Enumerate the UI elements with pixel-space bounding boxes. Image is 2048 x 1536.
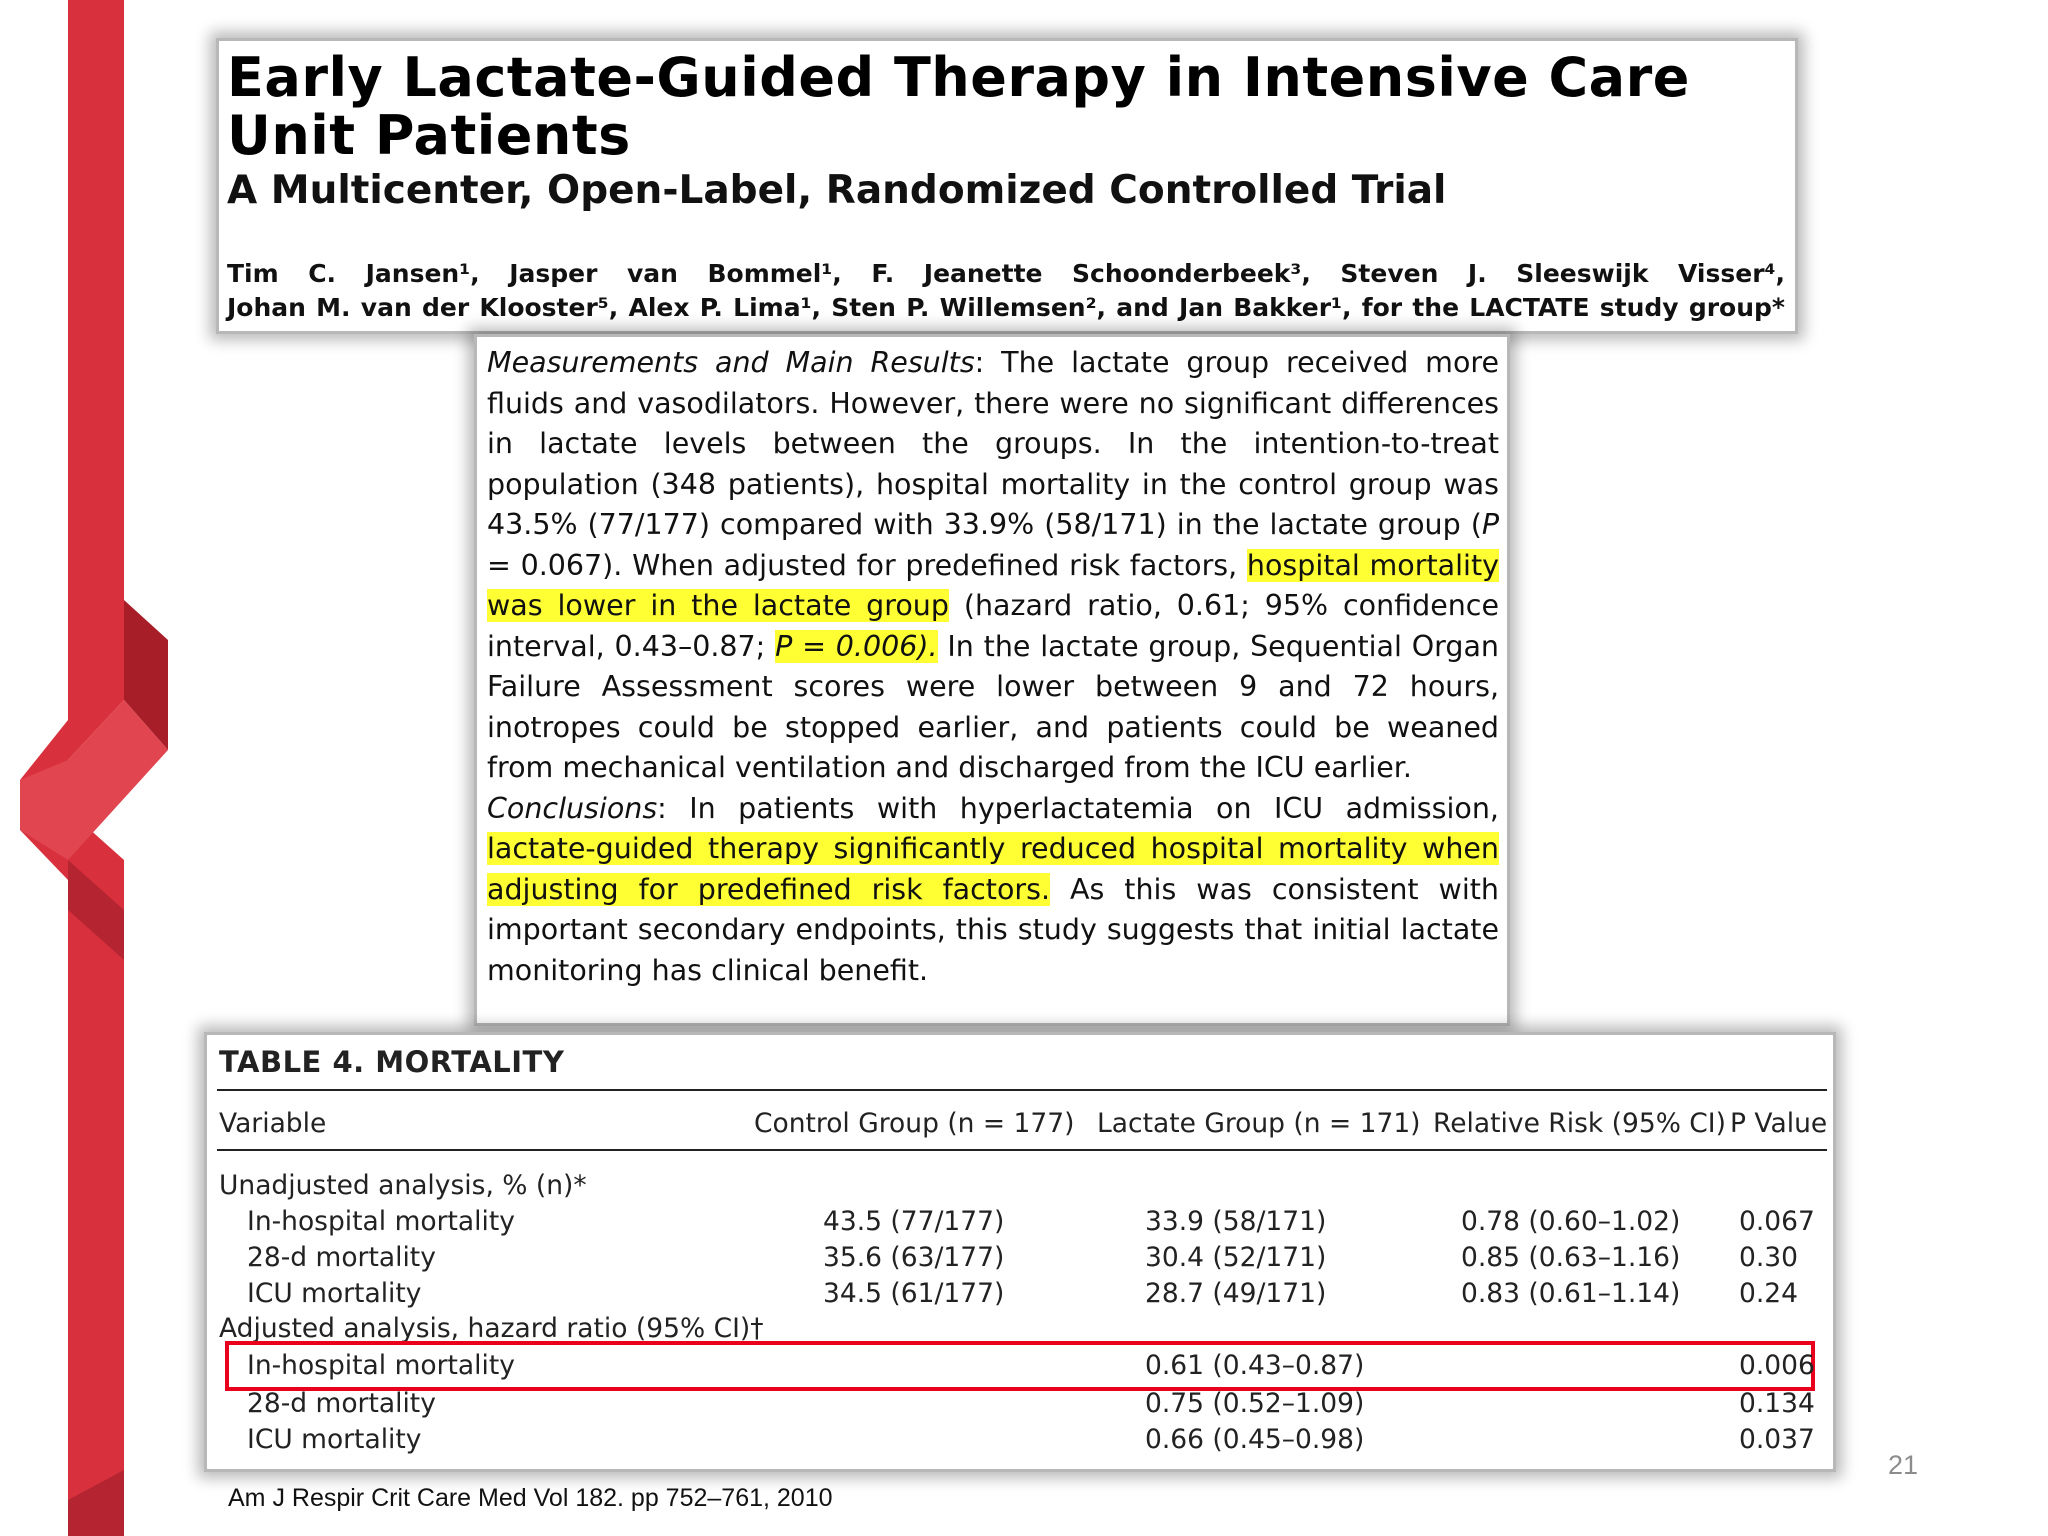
authors-line-1: Tim C. Jansen¹, Jasper van Bommel¹, F. Jeanette Schoonderbeek³, Steven J. Sleeswijk Visser⁴, bbox=[227, 259, 1785, 288]
header-control-group: Control Group (n = 177) bbox=[754, 1108, 1075, 1139]
row-control-value: 35.6 (63/177) bbox=[823, 1242, 1005, 1273]
table-title: TABLE 4. MORTALITY bbox=[219, 1045, 565, 1079]
row-lactate-value: 0.75 (0.52–1.09) bbox=[1145, 1388, 1365, 1419]
section-adjusted: Adjusted analysis, hazard ratio (95% CI)† bbox=[219, 1313, 764, 1344]
row-variable: ICU mortality bbox=[247, 1278, 422, 1309]
row-rr-value: 0.85 (0.63–1.16) bbox=[1461, 1242, 1681, 1273]
row-variable: In-hospital mortality bbox=[247, 1206, 515, 1237]
section-unadjusted: Unadjusted analysis, % (n)* bbox=[219, 1170, 587, 1201]
results-label: Measurements and Main Results bbox=[487, 346, 975, 379]
results-p-symbol: P bbox=[1481, 508, 1499, 541]
row-variable: In-hospital mortality bbox=[247, 1350, 515, 1381]
row-p-value: 0.134 bbox=[1739, 1388, 1815, 1419]
row-rr-value: 0.83 (0.61–1.14) bbox=[1461, 1278, 1681, 1309]
decorative-ribbon bbox=[0, 0, 180, 1536]
row-variable: 28-d mortality bbox=[247, 1242, 436, 1273]
results-text-2: = 0.067). When adjusted for predefined risk factors, bbox=[487, 548, 1247, 582]
results-paragraph bbox=[487, 343, 1499, 789]
authors-line-2: Johan M. van der Klooster⁵, Alex P. Lima¹, Sten P. Willemsen², and Jan Bakker¹, for the LACTATE study group* bbox=[227, 293, 1785, 322]
highlight-mortality-lower: hospital mortality was lower in the lactate group bbox=[487, 548, 1499, 622]
abstract-text bbox=[487, 343, 1499, 991]
row-p-value: 0.006 bbox=[1739, 1350, 1815, 1381]
highlight-p-value: P = 0.006). bbox=[775, 629, 938, 663]
row-lactate-value: 33.9 (58/171) bbox=[1145, 1206, 1327, 1237]
header-p-value: P Value bbox=[1730, 1108, 1828, 1139]
conclusions-text-1: : In patients with hyperlactatemia on ICU admission, bbox=[657, 791, 1499, 825]
conclusions-text-2: As this was consistent with important secondary endpoints, this study suggests that initial lactate monitoring has clinical benefit. bbox=[487, 872, 1499, 987]
row-control-value: 43.5 (77/177) bbox=[823, 1206, 1005, 1237]
paper-title: Early Lactate-Guided Therapy in Intensive Care Unit Patients bbox=[227, 46, 1690, 167]
row-variable: ICU mortality bbox=[247, 1424, 422, 1455]
conclusions-label: Conclusions bbox=[487, 791, 658, 825]
paper-subtitle: A Multicenter, Open-Label, Randomized Controlled Trial bbox=[227, 168, 1447, 213]
table-top-rule bbox=[217, 1089, 1827, 1091]
row-p-value: 0.037 bbox=[1739, 1424, 1815, 1455]
row-p-value: 0.24 bbox=[1739, 1278, 1799, 1309]
row-lactate-value: 0.61 (0.43–0.87) bbox=[1145, 1350, 1365, 1381]
row-variable: 28-d mortality bbox=[247, 1388, 436, 1419]
paper-title-card bbox=[216, 38, 1798, 334]
row-lactate-value: 0.66 (0.45–0.98) bbox=[1145, 1424, 1365, 1455]
results-text-1: : The lactate group received more fluids and vasodilators. However, there were no significant differences in lactate levels between the groups. In the intention-to-treat population (348 patients), hospital mortality in the control group was 43.5% (77/177) compared with 33.9% (58/171) in the lactate group ( bbox=[487, 346, 1500, 541]
row-lactate-value: 28.7 (49/171) bbox=[1145, 1278, 1327, 1309]
abstract-excerpt-card bbox=[474, 334, 1510, 1026]
results-text-3: (hazard ratio, 0.61; 95% confidence interval, 0.43–0.87; bbox=[487, 589, 1499, 663]
results-text-4: In the lactate group, Sequential Organ Failure Assessment scores were lower between 9 and 72 hours, inotropes could be stopped earlier, and patients could be weaned from mechanical ventilation and discharged from the ICU earlier. bbox=[487, 629, 1499, 784]
table-header-rule bbox=[217, 1149, 1827, 1151]
highlight-conclusion: lactate-guided therapy significantly reduced hospital mortality when adjusting for predefined risk factors. bbox=[487, 832, 1499, 906]
row-p-value: 0.067 bbox=[1739, 1206, 1815, 1237]
header-lactate-group: Lactate Group (n = 171) bbox=[1097, 1108, 1421, 1139]
page-number: 21 bbox=[1888, 1450, 1919, 1480]
mortality-table-card bbox=[204, 1032, 1836, 1472]
header-relative-risk: Relative Risk (95% CI) bbox=[1433, 1108, 1726, 1139]
row-control-value: 34.5 (61/177) bbox=[823, 1278, 1005, 1309]
citation: Am J Respir Crit Care Med Vol 182. pp 752–761, 2010 bbox=[228, 1484, 833, 1512]
row-rr-value: 0.78 (0.60–1.02) bbox=[1461, 1206, 1681, 1237]
conclusions-paragraph bbox=[487, 789, 1499, 992]
row-lactate-value: 30.4 (52/171) bbox=[1145, 1242, 1327, 1273]
header-variable: Variable bbox=[219, 1108, 327, 1139]
row-p-value: 0.30 bbox=[1739, 1242, 1799, 1273]
